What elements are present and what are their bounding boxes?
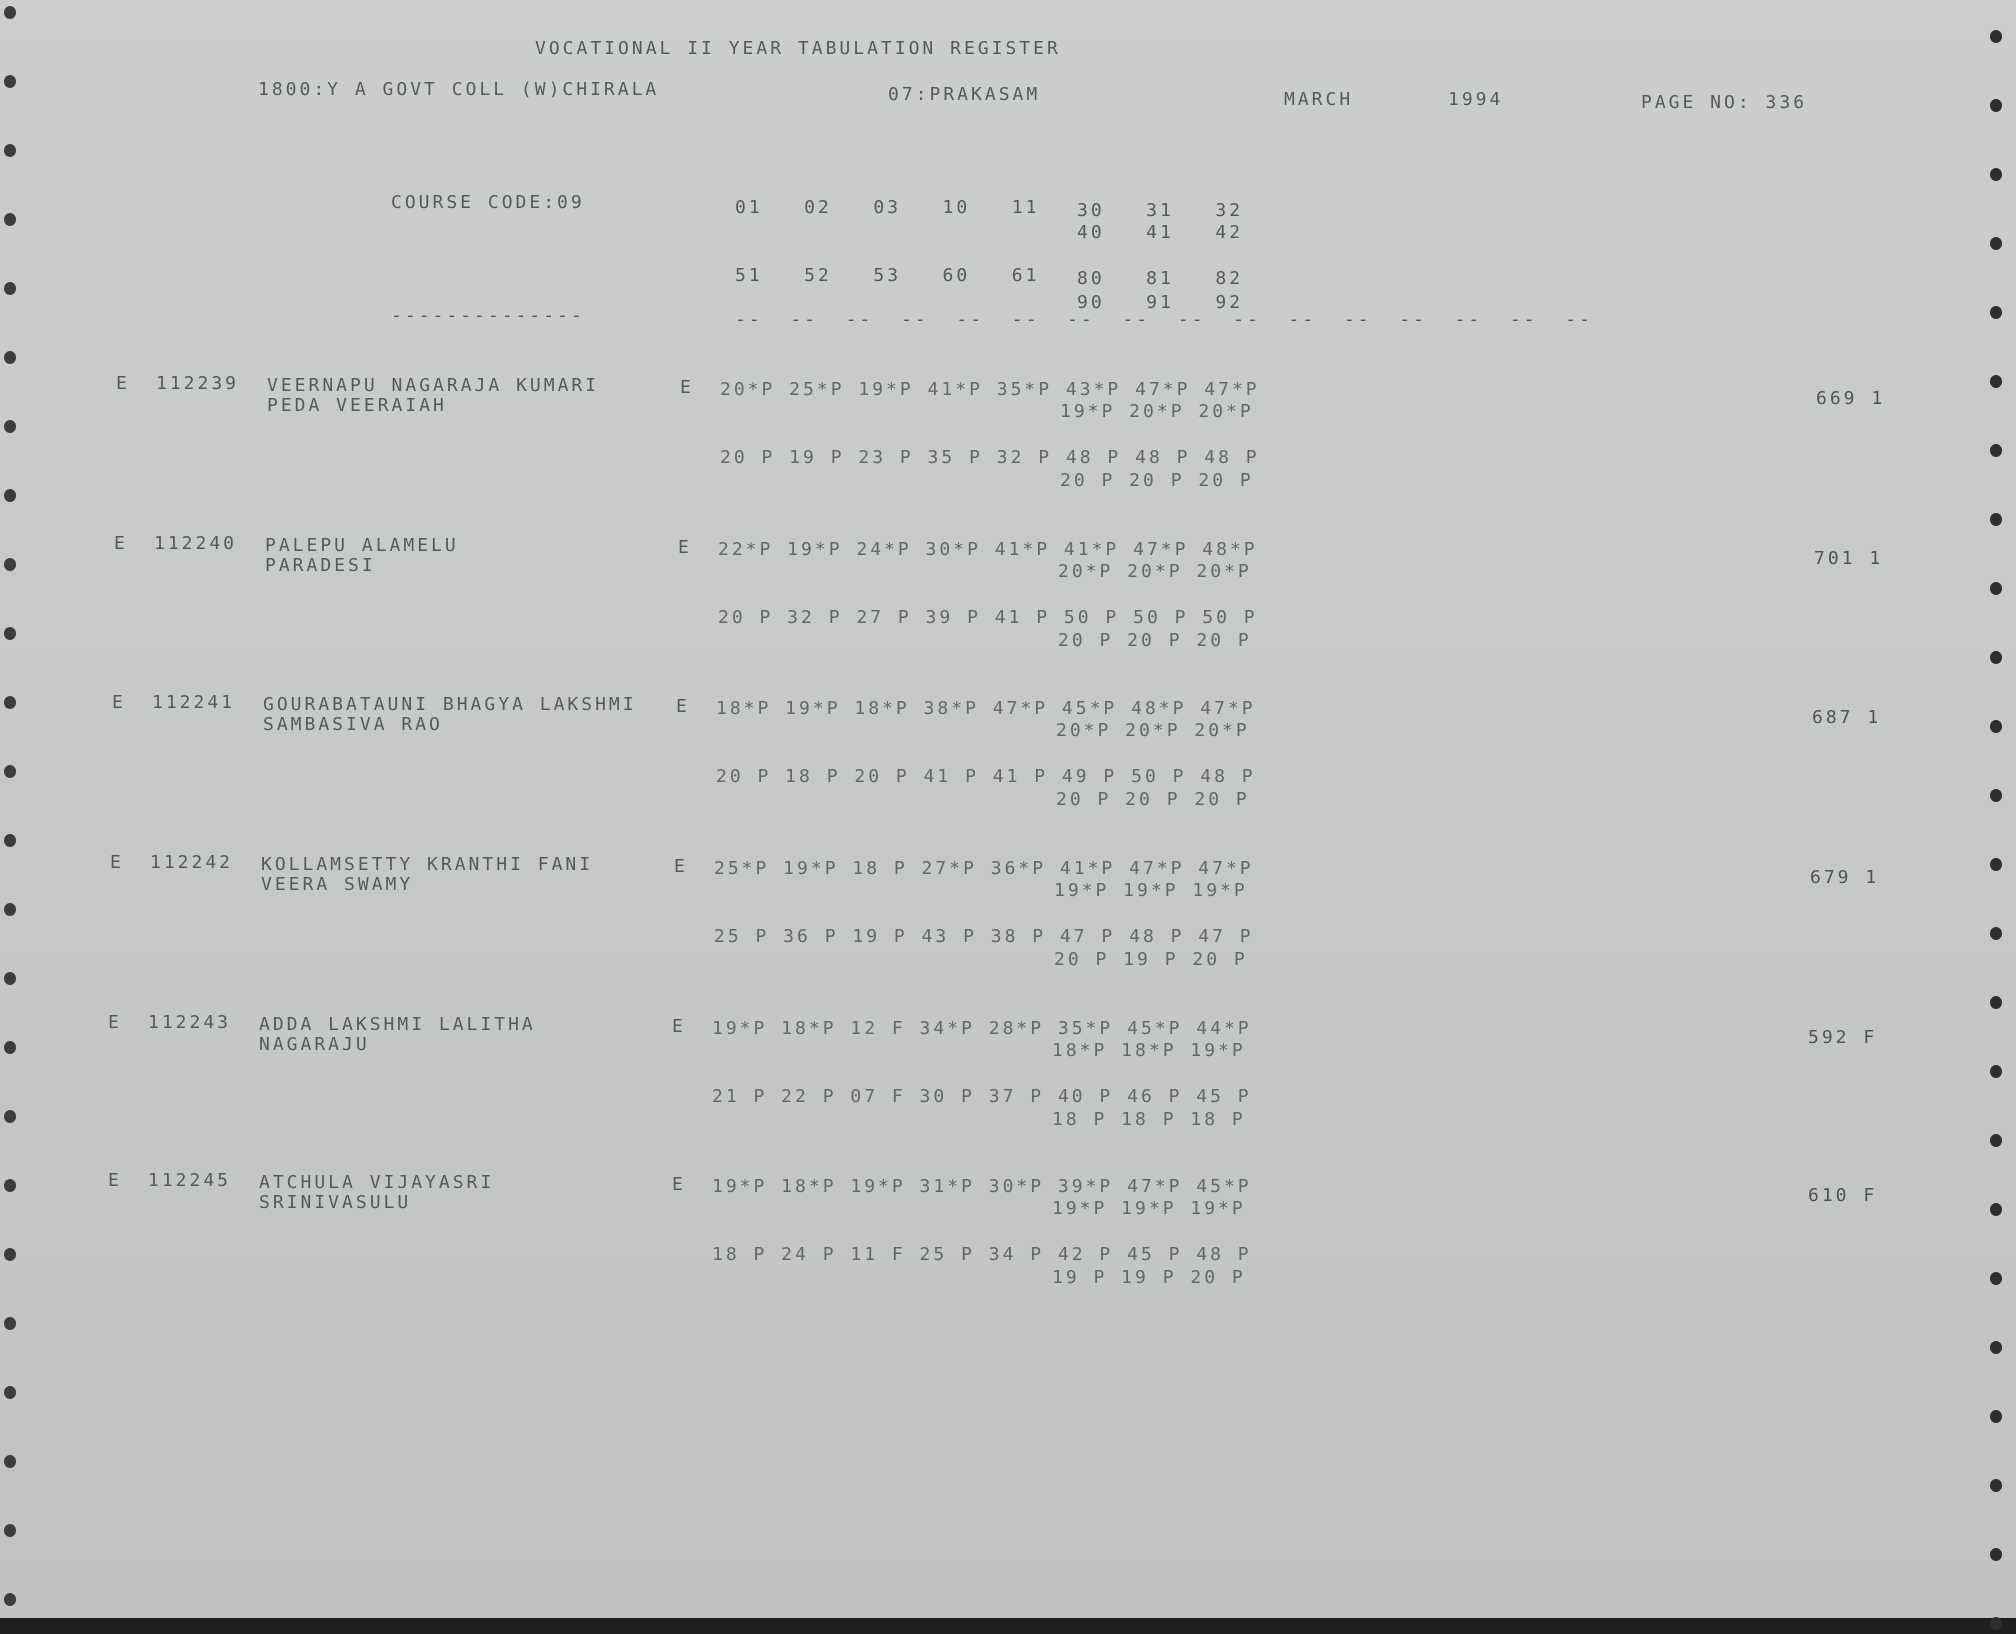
marks-row-1-extra: 19*P 19*P 19*P	[1054, 880, 1248, 901]
marks-row-2-extra: 19 P 19 P 20 P	[1052, 1267, 1246, 1288]
feed-hole	[1990, 1134, 2002, 1147]
feed-hole	[1990, 789, 2002, 802]
record-category: E	[116, 373, 130, 394]
record-category: E	[112, 692, 126, 713]
register-title: VOCATIONAL II YEAR TABULATION REGISTER	[535, 38, 1061, 59]
marks-row-1: 19*P 18*P 12 F 34*P 28*P 35*P 45*P 44*P	[712, 1018, 1252, 1039]
marks-row-2: 18 P 24 P 11 F 25 P 34 P 42 P 45 P 48 P	[712, 1244, 1252, 1265]
marks-row-2-extra: 20 P 20 P 20 P	[1060, 470, 1254, 491]
subject-codes-row2: 51 52 53 60 61	[735, 265, 1040, 286]
exam-month: MARCH	[1284, 89, 1354, 110]
marks-row-1: 18*P 19*P 18*P 38*P 47*P 45*P 48*P 47*P	[716, 698, 1256, 719]
student-name: KOLLAMSETTY KRANTHI FANI	[261, 854, 594, 875]
marks-row-1-extra: 20*P 20*P 20*P	[1056, 720, 1250, 741]
marks-row-2-extra: 20 P 20 P 20 P	[1058, 630, 1252, 651]
feed-hole	[4, 1041, 16, 1054]
feed-hole	[1990, 1617, 2002, 1630]
medium-code: E	[676, 696, 690, 717]
feed-hole	[1990, 1065, 2002, 1078]
parent-name: PEDA VEERAIAH	[267, 395, 447, 416]
parent-name: SAMBASIVA RAO	[263, 714, 443, 735]
student-name: ATCHULA VIJAYASRI	[259, 1172, 495, 1193]
marks-row-2: 21 P 22 P 07 F 30 P 37 P 40 P 46 P 45 P	[712, 1086, 1252, 1107]
feed-hole	[1990, 1272, 2002, 1285]
student-name: VEERNAPU NAGARAJA KUMARI	[267, 375, 600, 396]
grand-total: 679 1	[1810, 867, 1880, 888]
feed-hole	[4, 489, 16, 502]
feed-hole	[4, 1386, 16, 1399]
marks-row-1-extra: 18*P 18*P 19*P	[1052, 1040, 1246, 1061]
marks-row-1-extra: 19*P 20*P 20*P	[1060, 401, 1254, 422]
feed-hole	[1990, 1548, 2002, 1561]
header-underline-left: --------------	[391, 305, 585, 326]
marks-row-1-extra: 20*P 20*P 20*P	[1058, 561, 1252, 582]
feed-hole	[4, 1455, 16, 1468]
medium-code: E	[674, 856, 688, 877]
marks-row-2: 20 P 18 P 20 P 41 P 41 P 49 P 50 P 48 P	[716, 766, 1256, 787]
marks-row-2-extra: 20 P 20 P 20 P	[1056, 789, 1250, 810]
feed-hole	[4, 903, 16, 916]
parent-name: PARADESI	[265, 555, 376, 576]
district-name: 07:PRAKASAM	[888, 84, 1041, 105]
feed-hole	[4, 1317, 16, 1330]
feed-hole	[4, 213, 16, 226]
roll-number: 112245	[148, 1170, 232, 1191]
feed-hole	[4, 1524, 16, 1537]
feed-hole	[4, 144, 16, 157]
marks-row-2: 20 P 32 P 27 P 39 P 41 P 50 P 50 P 50 P	[718, 607, 1258, 628]
student-name: ADDA LAKSHMI LALITHA	[259, 1014, 536, 1035]
subject-codes-row1-b: 30 31 32	[1077, 200, 1244, 221]
header-underline-right: -- -- -- -- -- -- -- -- -- -- -- -- -- -- -- --	[735, 309, 1593, 330]
grand-total: 687 1	[1812, 707, 1882, 728]
record-category: E	[110, 852, 124, 873]
roll-number: 112243	[148, 1012, 232, 1033]
feed-hole	[4, 972, 16, 985]
medium-code: E	[672, 1174, 686, 1195]
feed-hole	[4, 834, 16, 847]
parent-name: VEERA SWAMY	[261, 874, 414, 895]
course-code-label: COURSE CODE:09	[391, 192, 585, 213]
exam-year: 1994	[1448, 89, 1504, 110]
marks-row-2-extra: 18 P 18 P 18 P	[1052, 1109, 1246, 1130]
marks-row-2-extra: 20 P 19 P 20 P	[1054, 949, 1248, 970]
feed-hole	[1990, 858, 2002, 871]
feed-hole	[1990, 582, 2002, 595]
feed-hole	[1990, 1410, 2002, 1423]
feed-hole	[4, 420, 16, 433]
feed-hole	[4, 6, 16, 19]
feed-hole	[1990, 720, 2002, 733]
feed-hole	[1990, 513, 2002, 526]
parent-name: NAGARAJU	[259, 1034, 370, 1055]
medium-code: E	[678, 537, 692, 558]
record-category: E	[108, 1170, 122, 1191]
feed-hole	[1990, 99, 2002, 112]
grand-total: 669 1	[1816, 388, 1886, 409]
grand-total: 701 1	[1814, 548, 1884, 569]
subject-codes-row2-c: 90 91 92	[1077, 292, 1244, 313]
grand-total: 592 F	[1808, 1027, 1878, 1048]
feed-hole	[4, 75, 16, 88]
grand-total: 610 F	[1808, 1185, 1878, 1206]
medium-code: E	[672, 1016, 686, 1037]
feed-hole	[1990, 30, 2002, 43]
feed-hole	[1990, 996, 2002, 1009]
student-name: PALEPU ALAMELU	[265, 535, 459, 556]
page-number: PAGE NO: 336	[1641, 92, 1808, 113]
subject-codes-row1: 01 02 03 10 11	[735, 197, 1040, 218]
marks-row-1: 22*P 19*P 24*P 30*P 41*P 41*P 47*P 48*P	[718, 539, 1258, 560]
subject-codes-row1-c: 40 41 42	[1077, 222, 1244, 243]
marks-row-1-extra: 19*P 19*P 19*P	[1052, 1198, 1246, 1219]
college-name: 1800:Y A GOVT COLL (W)CHIRALA	[258, 79, 660, 100]
feed-hole	[1990, 168, 2002, 181]
feed-hole	[4, 1593, 16, 1606]
record-category: E	[108, 1012, 122, 1033]
roll-number: 112241	[152, 692, 236, 713]
feed-hole	[4, 282, 16, 295]
roll-number: 112240	[154, 533, 238, 554]
feed-hole	[4, 558, 16, 571]
marks-row-1: 25*P 19*P 18 P 27*P 36*P 41*P 47*P 47*P	[714, 858, 1254, 879]
subject-codes-row2-b: 80 81 82	[1077, 268, 1244, 289]
feed-hole	[1990, 444, 2002, 457]
feed-hole	[1990, 1479, 2002, 1492]
medium-code: E	[680, 377, 694, 398]
feed-hole	[1990, 1203, 2002, 1216]
feed-hole	[4, 1248, 16, 1261]
feed-hole	[1990, 375, 2002, 388]
marks-row-2: 20 P 19 P 23 P 35 P 32 P 48 P 48 P 48 P	[720, 447, 1260, 468]
marks-row-1: 19*P 18*P 19*P 31*P 30*P 39*P 47*P 45*P	[712, 1176, 1252, 1197]
feed-hole	[4, 351, 16, 364]
feed-hole	[1990, 237, 2002, 250]
marks-row-2: 25 P 36 P 19 P 43 P 38 P 47 P 48 P 47 P	[714, 926, 1254, 947]
feed-hole	[1990, 306, 2002, 319]
feed-hole	[4, 765, 16, 778]
roll-number: 112239	[156, 373, 240, 394]
roll-number: 112242	[150, 852, 234, 873]
feed-hole	[4, 627, 16, 640]
feed-hole	[4, 696, 16, 709]
marks-row-1: 20*P 25*P 19*P 41*P 35*P 43*P 47*P 47*P	[720, 379, 1260, 400]
feed-hole	[1990, 651, 2002, 664]
parent-name: SRINIVASULU	[259, 1192, 412, 1213]
record-category: E	[114, 533, 128, 554]
feed-hole	[1990, 1341, 2002, 1354]
feed-hole	[4, 1179, 16, 1192]
feed-hole	[4, 1110, 16, 1123]
feed-hole	[1990, 927, 2002, 940]
student-name: GOURABATAUNI BHAGYA LAKSHMI	[263, 694, 637, 715]
